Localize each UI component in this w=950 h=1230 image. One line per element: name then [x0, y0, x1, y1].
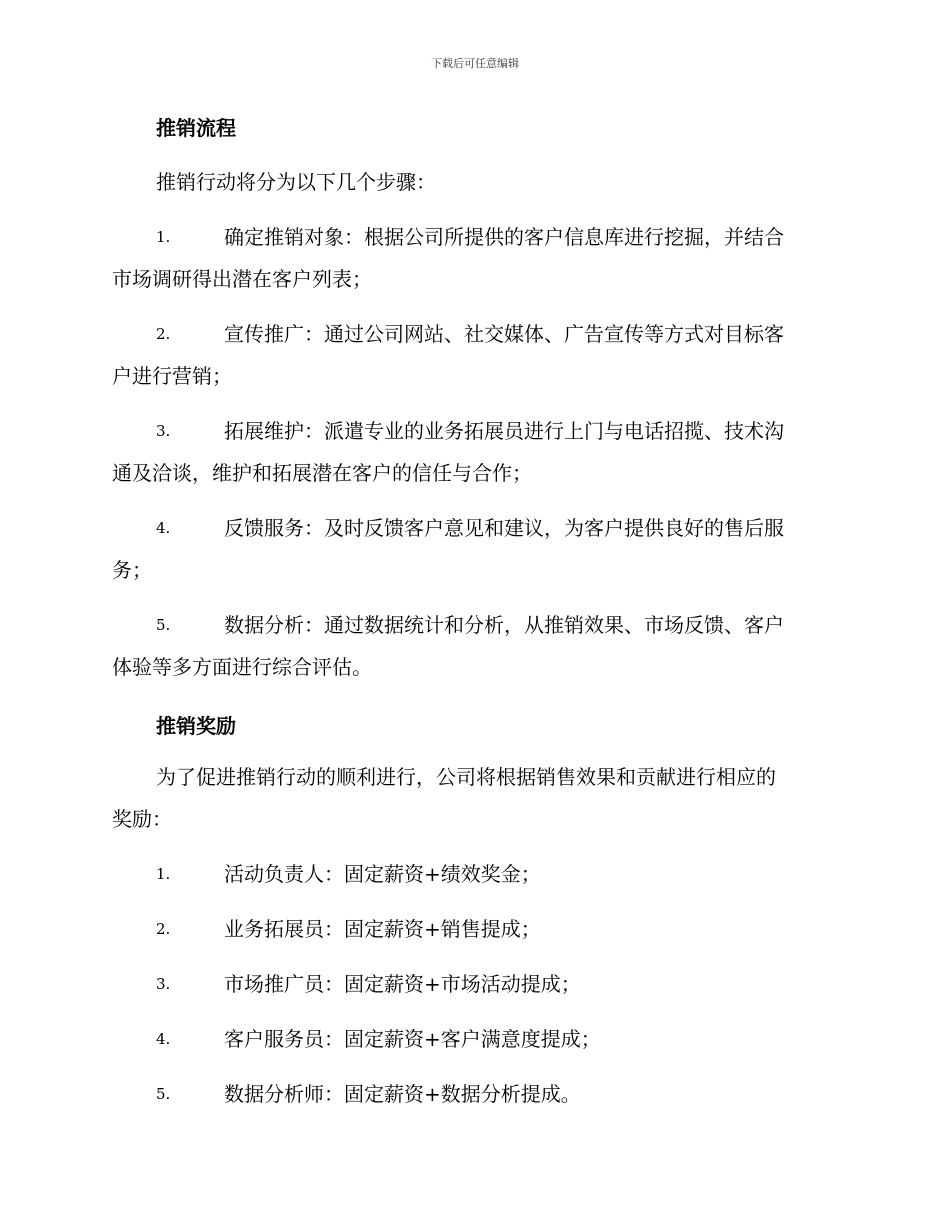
section2-intro: [112, 756, 832, 840]
list-item-number: 1.: [156, 228, 171, 246]
list-item-number: 3.: [156, 975, 171, 993]
list-item-number: 1.: [156, 865, 171, 883]
list-item-number: 5.: [156, 1085, 171, 1103]
list-item-text: 数据分析师：固定薪资+数据分析提成。: [224, 1082, 581, 1106]
section-heading-promotion-process: 推销流程: [156, 116, 236, 140]
list-item: [112, 507, 832, 591]
list-item-text: 客户服务员：固定薪资+客户满意度提成；: [224, 1027, 601, 1051]
section2-intro-text: 为了促进推销行动的顺利进行，公司将根据销售效果和贡献进行相应的: [156, 765, 776, 789]
list-item-number: 4.: [156, 519, 171, 537]
list-item-text-continued: 务；: [112, 558, 152, 582]
section1-intro-text: 推销行动将分为以下几个步骤：: [156, 170, 436, 194]
list-item-text: 确定推销对象：根据公司所提供的客户信息库进行挖掘，并结合: [224, 225, 784, 249]
list-item-text: 拓展维护：派遣专业的业务拓展员进行上门与电话招揽、技术沟: [224, 419, 784, 443]
list-item: [112, 853, 832, 895]
list-item: [112, 604, 832, 688]
list-item-text-continued: 户进行营销；: [112, 364, 232, 388]
list-item: [112, 1073, 832, 1115]
section1-intro: [112, 161, 832, 203]
list-item-text: 市场推广员：固定薪资+市场活动提成；: [224, 972, 581, 996]
section-heading-promotion-rewards: 推销奖励: [156, 714, 236, 738]
list-item: [112, 1018, 832, 1060]
section2-intro-text-continued: 奖励：: [112, 807, 172, 831]
list-item-text-continued: 通及洽谈，维护和拓展潜在客户的信任与合作；: [112, 461, 532, 485]
list-item-text-continued: 市场调研得出潜在客户列表；: [112, 267, 372, 291]
list-item: [112, 908, 832, 950]
list-item-number: 5.: [156, 616, 171, 634]
list-item-text: 反馈服务：及时反馈客户意见和建议，为客户提供良好的售后服: [224, 516, 784, 540]
list-item-text: 业务拓展员：固定薪资+销售提成；: [224, 917, 541, 941]
list-item-number: 2.: [156, 920, 171, 938]
list-item: [112, 963, 832, 1005]
list-item-text: 宣传推广：通过公司网站、社交媒体、广告宣传等方式对目标客: [224, 322, 784, 346]
list-item-number: 3.: [156, 422, 171, 440]
list-item-number: 4.: [156, 1030, 171, 1048]
list-item-text: 数据分析：通过数据统计和分析，从推销效果、市场反馈、客户: [224, 613, 784, 637]
list-item-text-continued: 体验等多方面进行综合评估。: [112, 655, 372, 679]
list-item-text: 活动负责人：固定薪资+绩效奖金；: [224, 862, 541, 886]
list-item: [112, 313, 832, 397]
list-item: [112, 216, 832, 300]
list-item: [112, 410, 832, 494]
list-item-number: 2.: [156, 325, 171, 343]
page-header-note: 下载后可任意编辑: [431, 57, 519, 70]
